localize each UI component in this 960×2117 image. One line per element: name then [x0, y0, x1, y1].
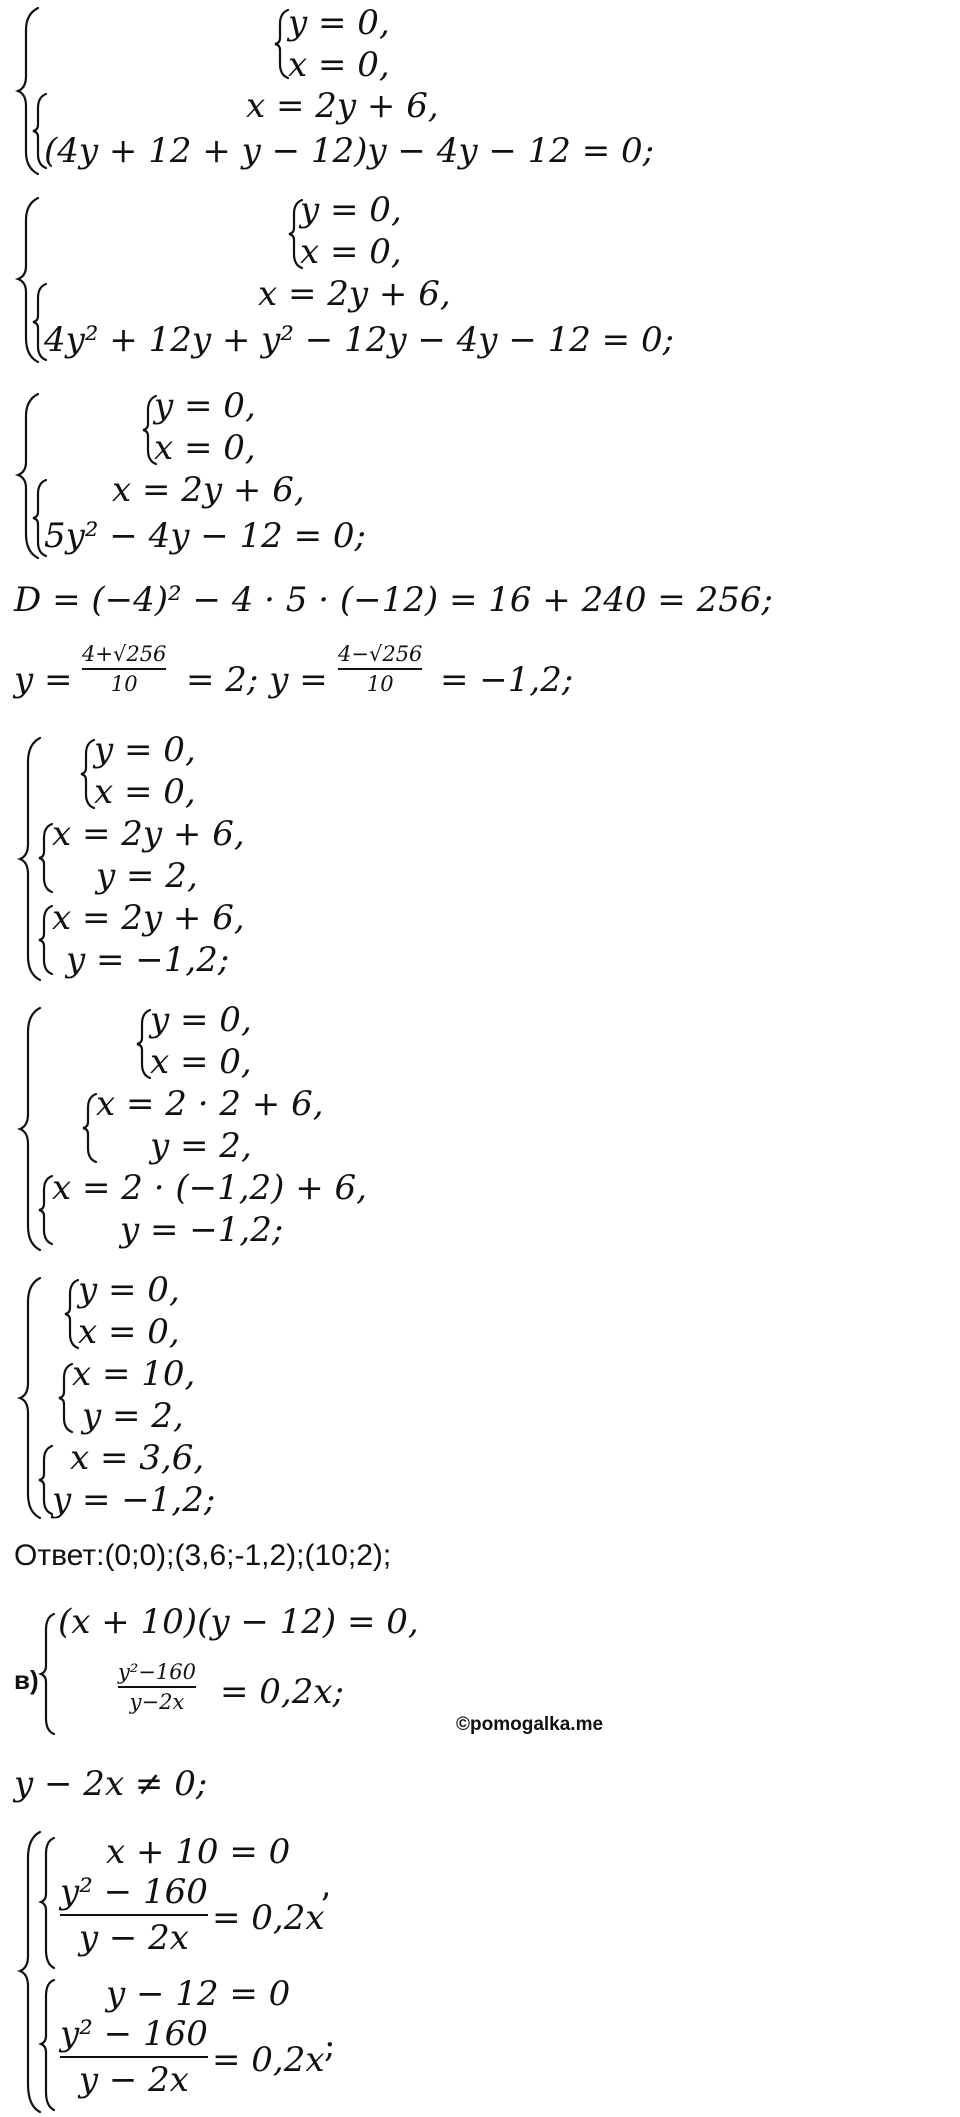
equation-line: y − 12 = 0 — [106, 1974, 291, 2014]
equation-line: y = 2, — [96, 856, 198, 896]
fraction-numerator: y²−160 — [118, 1660, 196, 1684]
equation-line: x = 2y + 6, — [52, 814, 245, 854]
inner-brace — [38, 1836, 58, 1970]
equation-line: y = 0, — [78, 1270, 180, 1310]
fraction-bar — [60, 1914, 208, 1916]
fraction-denominator: 10 — [110, 672, 138, 696]
root1-value: = 2; y = — [186, 660, 328, 700]
equation-rhs: = 0,2x — [212, 1898, 325, 1938]
fraction-numerator: 4−√256 — [338, 642, 423, 666]
fraction-denominator: y−2x — [129, 1690, 185, 1714]
fraction-denominator: y − 2x — [78, 1918, 189, 1958]
watermark: ©pomogalka.me — [456, 1714, 604, 1735]
final-fraction-1 — [60, 1872, 208, 1958]
equation-line: y = 2, — [82, 1396, 184, 1436]
equation-line: 4y² + 12y + y² − 12y − 4y − 12 = 0; — [44, 320, 675, 360]
separator: ; — [324, 2026, 336, 2066]
part-label: в) — [14, 1665, 39, 1695]
equation-line: (x + 10)(y − 12) = 0, — [58, 1602, 419, 1642]
inner-brace — [38, 1978, 58, 2112]
fraction-numerator: y² − 160 — [60, 2014, 208, 2054]
separator: ’ — [320, 1886, 331, 1926]
equation-line: x = 0, — [94, 772, 196, 812]
equation-line: x = 2 · 2 + 6, — [96, 1084, 324, 1124]
equation-line: x = 2y + 6, — [52, 898, 245, 938]
equation-line: y = 2, — [150, 1126, 252, 1166]
fraction-bar — [338, 668, 422, 670]
fraction-denominator: y − 2x — [78, 2060, 189, 2100]
equation-rhs: = 0,2x; — [220, 1672, 344, 1712]
equation-line: x = 0, — [78, 1312, 180, 1352]
equation-line: y = 0, — [94, 730, 196, 770]
equation-line: y = 0, — [288, 3, 390, 43]
equation-line: y = 0, — [150, 1000, 252, 1040]
fraction-numerator: 4+√256 — [82, 642, 167, 666]
equation-line: x = 0, — [300, 232, 402, 272]
equation-line: x + 10 = 0 — [106, 1832, 291, 1872]
root1-fraction — [82, 642, 166, 696]
final-fraction-2 — [60, 2014, 208, 2100]
fraction-bar — [82, 668, 166, 670]
fraction-bar — [60, 2056, 208, 2058]
equation-line: x = 0, — [288, 45, 390, 85]
answer-line: Ответ:(0;0);(3,6;-1,2);(10;2); — [14, 1539, 392, 1572]
condition-line: y − 2x ≠ 0; — [14, 1764, 208, 1804]
fraction-bar — [118, 1686, 196, 1688]
equation-line: x = 0, — [150, 1042, 252, 1082]
fraction-numerator: y² − 160 — [60, 1872, 208, 1912]
equation-line: y = −1,2; — [52, 1480, 216, 1520]
condition-fraction — [118, 1660, 196, 1714]
root-prefix: y = — [14, 660, 73, 700]
equation-line: x = 2y + 6, — [246, 86, 439, 126]
equation-line: x = 2y + 6, — [258, 274, 451, 314]
equation-line: x = 2 · (−1,2) + 6, — [52, 1168, 367, 1208]
equation-line: x = 3,6, — [70, 1438, 205, 1478]
system-brace — [38, 1612, 58, 1736]
equation-line: y = −1,2; — [66, 940, 230, 980]
equation-line: x = 0, — [154, 428, 256, 468]
equation-line: y = 0, — [154, 386, 256, 426]
equation-line: y = 0, — [300, 190, 402, 230]
equation-line: 5y² − 4y − 12 = 0; — [44, 516, 366, 556]
equation-rhs: = 0,2x — [212, 2040, 325, 2080]
equation-line: x = 10, — [72, 1354, 196, 1394]
equation-line: x = 2y + 6, — [112, 470, 305, 510]
fraction-denominator: 10 — [366, 672, 394, 696]
root2-value: = −1,2; — [440, 660, 574, 700]
equation-line: (4y + 12 + y − 12)y − 4y − 12 = 0; — [44, 131, 655, 171]
discriminant-line: D = (−4)² − 4 · 5 · (−12) = 16 + 240 = 256; — [14, 580, 773, 620]
root2-fraction — [338, 642, 422, 696]
equation-line: y = −1,2; — [120, 1210, 284, 1250]
